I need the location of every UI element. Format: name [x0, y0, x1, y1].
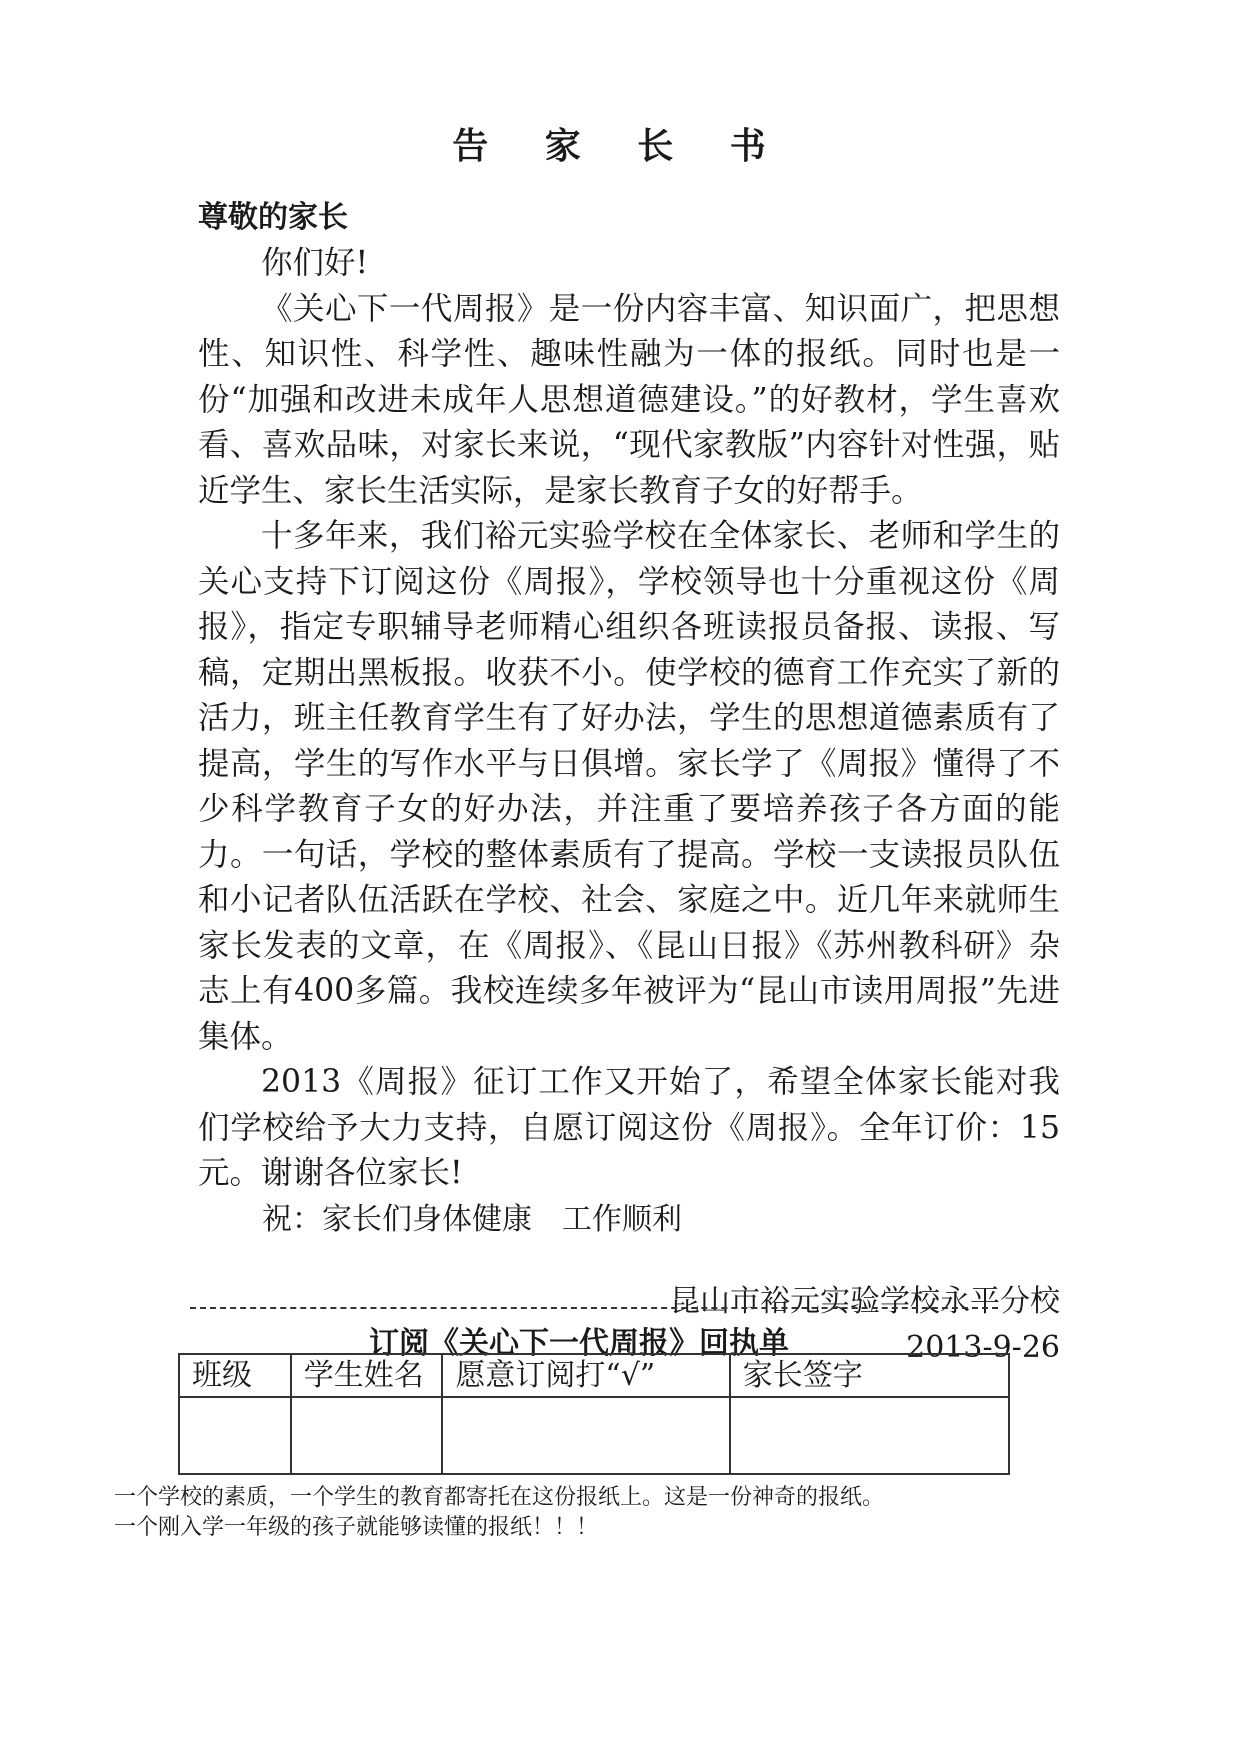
school-signature: 昆山市裕元实验学校永平分校	[670, 1283, 1060, 1319]
letter-body	[198, 195, 1060, 1371]
salutation: 尊敬的家长	[198, 200, 348, 235]
handwritten-notes	[114, 1483, 964, 1543]
note-line: 一个刚入学一年级的孩子就能够读懂的报纸！！！	[114, 1515, 599, 1540]
cut-line	[190, 1307, 998, 1309]
receipt-table	[178, 1353, 1010, 1475]
receipt-title: 订阅《关心下一代周报》回执单	[369, 1326, 789, 1361]
subscribe-check-field[interactable]	[442, 1397, 729, 1474]
document-title: 告 家 长 书	[452, 125, 788, 167]
class-field[interactable]	[179, 1397, 291, 1474]
parent-signature-field[interactable]	[730, 1397, 1009, 1474]
note-line: 一个学校的素质，一个学生的教育都寄托在这份报纸上。这是一份神奇的报纸。	[114, 1485, 885, 1510]
header-parent-signature: 家长签字	[730, 1354, 1009, 1397]
letter-date: 2013-9-26	[906, 1329, 1060, 1365]
receipt-header-row	[179, 1354, 1009, 1397]
paragraph-history: 十多年来，我们裕元实验学校在全体家长、老师和学生的关心支持下订阅这份《周报》，学校领导也十分重视这份《周报》，指定专职辅导老师精心组织各班读报员备报、读报、写稿，定期出黑板报。收获不小。使学校的德育工作充实了新的活力，班主任教育学生有了好办法，学生的思想道德素质有了提高，学生的写作水平与日俱增。家长学了《周报》懂得了不少科学教育子女的好办法，并注重了要培养孩子各方面的能力。一句话，学校的整体素质有了提高。学校一支读报员队伍和小记者队伍活跃在学校、社会、家庭之中。近几年来就师生家长发表的文章，在《周报》、《昆山日报》《苏州教科研》杂志上有400多篇。我校连续多年被评为“昆山市读用周报”先进集体。	[198, 518, 1060, 1055]
header-subscribe-check: 愿意订阅打“√”	[442, 1354, 729, 1397]
greeting: 你们好!	[261, 245, 369, 281]
header-student-name: 学生姓名	[291, 1354, 443, 1397]
closing-wish: 祝：家长们身体健康 工作顺利	[262, 1201, 682, 1237]
receipt-entry-row	[179, 1397, 1009, 1474]
header-class: 班级	[179, 1354, 291, 1397]
paragraph-intro: 《关心下一代周报》是一份内容丰富、知识面广，把思想性、知识性、科学性、趣味性融为一体的报纸。同时也是一份“加强和改进未成年人思想道德建设。”的好教材，学生喜欢看、喜欢品味，对家长来说，“现代家教版”内容针对性强，贴近学生、家长生活实际，是家长教育子女的好帮手。	[198, 290, 1060, 509]
paragraph-subscription: 2013《周报》征订工作又开始了，希望全体家长能对我们学校给予大力支持，自愿订阅这份《周报》。全年订价：15元。谢谢各位家长!	[198, 1064, 1060, 1191]
student-name-field[interactable]	[291, 1397, 443, 1474]
